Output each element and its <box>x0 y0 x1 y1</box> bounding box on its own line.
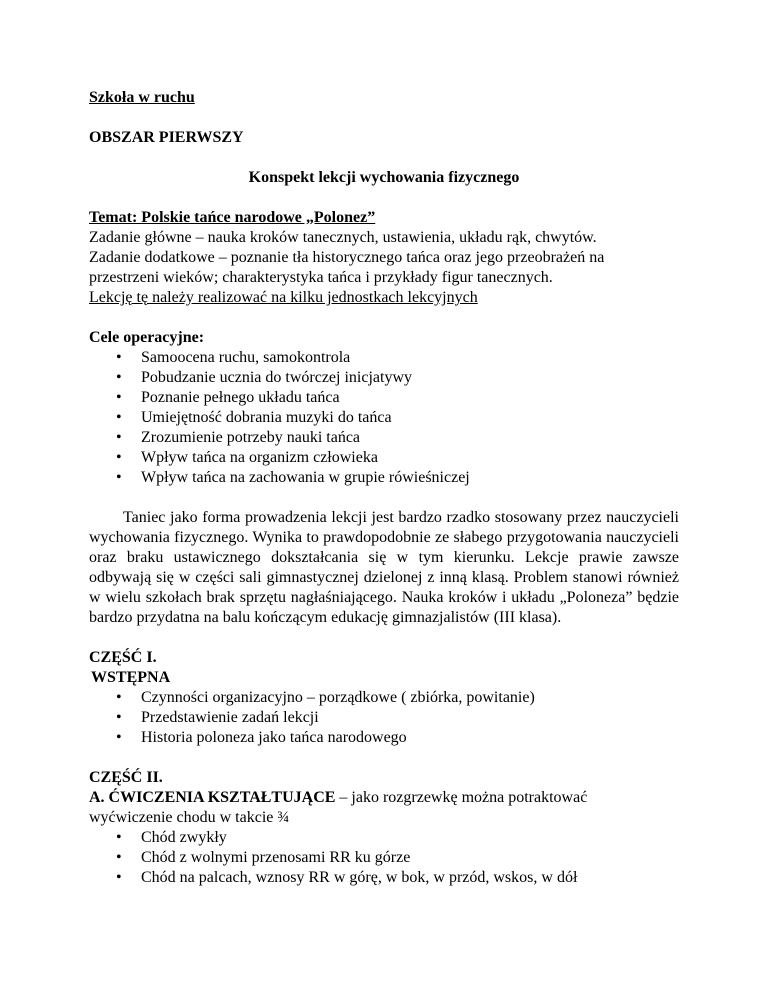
spacer <box>89 308 679 328</box>
spacer <box>89 148 679 168</box>
part1-item: • Historia poloneza jako tańca narodowego <box>116 729 407 746</box>
bullet-icon: • <box>116 729 122 746</box>
area-title: OBSZAR PIERWSZY <box>89 129 244 146</box>
topic-heading: Temat: Polskie tańce narodowe „Polonez” <box>89 209 376 226</box>
main-task: Zadanie główne – nauka kroków tanecznych, ustawienia, układu rąk, chwytów. <box>89 229 597 246</box>
spacer <box>89 188 679 208</box>
part1-item: • Przedstawienie zadań lekcji <box>116 709 319 726</box>
goal-item: • Wpływ tańca na zachowania w grupie rówieśniczej <box>116 469 470 486</box>
goals-list <box>89 348 679 488</box>
bullet-icon: • <box>116 369 122 386</box>
bullet-icon: • <box>116 709 122 726</box>
part2-subheading <box>89 788 679 808</box>
bullet-icon: • <box>116 689 122 706</box>
goals-heading: Cele operacyjne: <box>89 329 205 346</box>
spacer <box>89 628 679 648</box>
bullet-icon: • <box>116 849 122 866</box>
part2-item: • Chód zwykły <box>116 829 227 846</box>
part2-list <box>89 828 679 888</box>
bullet-icon: • <box>116 409 122 426</box>
bullet-icon: • <box>116 349 122 366</box>
goal-item: • Samoocena ruchu, samokontrola <box>116 349 351 366</box>
part1-list <box>89 688 679 748</box>
bullet-icon: • <box>116 449 122 466</box>
spacer <box>89 108 679 128</box>
part2-subheading-line2: wyćwiczenie chodu w takcie ¾ <box>89 809 290 826</box>
school-title: Szkoła w ruchu <box>89 89 195 106</box>
lesson-title: Konspekt lekcji wychowania fizycznego <box>248 169 520 186</box>
bullet-icon: • <box>116 389 122 406</box>
bullet-icon: • <box>116 469 122 486</box>
lesson-note: Lekcję tę należy realizować na kilku jednostkach lekcyjnych <box>89 289 478 306</box>
intro-paragraph: Taniec jako forma prowadzenia lekcji jest bardzo rzadko stosowany przez nauczycieli wychowania fizycznego. Wynika to prawdopodobnie ze słabego przygotowania nauczycieli oraz braku ustawicznego dokształcania się w tym kierunku. Lekcje prawie zawsze odbywają się w części sali gimnastycznej dzielonej z inną klasą. Problem stanowi również w wielu szkołach brak sprzętu nagłaśniającego. Nauka kroków i układu „Poloneza” będzie bardzo przydatna na balu kończącym edukację gimnazjalistów (III klasa). <box>89 509 679 626</box>
goal-item: • Zrozumienie potrzeby nauki tańca <box>116 429 361 446</box>
part2-item: • Chód z wolnymi przenosami RR ku górze <box>116 849 411 866</box>
part2-heading: CZĘŚĆ II. <box>89 769 163 786</box>
bullet-icon: • <box>116 869 122 886</box>
goal-item: • Pobudzanie ucznia do twórczej inicjatywy <box>116 369 413 386</box>
part2-subheading-rest: – jako rozgrzewkę można potraktować <box>335 789 588 806</box>
part1-item: • Czynności organizacyjno – porządkowe ( zbiórka, powitanie) <box>116 689 535 706</box>
goal-item: • Poznanie pełnego układu tańca <box>116 389 340 406</box>
bullet-icon: • <box>116 429 122 446</box>
goal-item: • Wpływ tańca na organizm człowieka <box>116 449 378 466</box>
part1-heading: CZĘŚĆ I. <box>89 649 157 666</box>
document-page <box>89 88 679 888</box>
part2-item: • Chód na palcach, wznosy RR w górę, w bok, w przód, wskos, w dół <box>116 869 578 886</box>
extra-task-line-1: Zadanie dodatkowe – poznanie tła historycznego tańca oraz jego przeobrażeń na <box>89 249 605 266</box>
bullet-icon: • <box>116 829 122 846</box>
part1-subheading: WSTĘPNA <box>91 669 171 686</box>
goal-item: • Umiejętność dobrania muzyki do tańca <box>116 409 392 426</box>
spacer <box>89 488 679 508</box>
extra-task-line-2: przestrzeni wieków; charakterystyka tańca i przykłady figur tanecznych. <box>89 269 553 286</box>
part2-subheading-bold: A. ĆWICZENIA KSZTAŁTUJĄCE <box>89 789 336 806</box>
spacer <box>89 748 679 768</box>
